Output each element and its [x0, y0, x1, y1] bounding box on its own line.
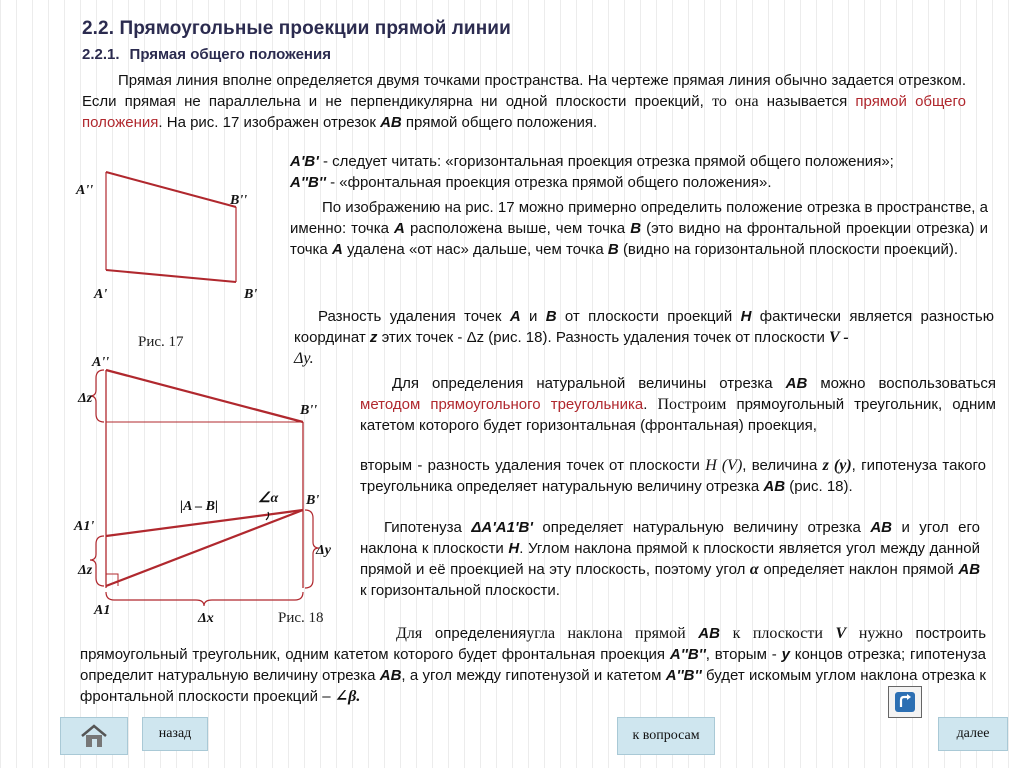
- b4-t4: гипотенуза такого треугольника определяет натуральную величину отрезка: [360, 457, 987, 495]
- b4-t2: , величина: [742, 457, 818, 474]
- return-arrow-icon: [894, 691, 916, 713]
- b6-ab: АВ: [698, 625, 720, 642]
- b3-t1: Для определения натуральной величины отрезка: [392, 375, 773, 392]
- page-title: 2.2. Прямоугольные проекции прямой линии: [82, 18, 511, 39]
- next-button[interactable]: далее: [938, 717, 1008, 751]
- b1-t5: (это видно на фронтальной проекции отрезка) и точка: [290, 220, 988, 258]
- fig18-angle-arc: [266, 512, 269, 520]
- b1-b1: В: [630, 220, 642, 237]
- b1-t7: (видно на горизонтальной плоскости проекций).: [622, 241, 959, 258]
- intro-text-3: называется: [766, 93, 848, 110]
- b6-t2: определения: [434, 625, 527, 642]
- b6-ab3: АВ: [379, 667, 402, 684]
- b6-t4: к плоскости: [732, 625, 823, 642]
- b6-ab4: А''В'': [665, 667, 702, 684]
- b6-t8: концов отрезка; гипотенуза определит натуральную величину отрезка: [80, 646, 987, 684]
- fig17-line-a1b1: [106, 270, 236, 282]
- fig17-line-a2b2: [106, 172, 236, 207]
- b1-t4: расположена выше, чем точка: [409, 220, 626, 237]
- b5-h: Н: [508, 540, 520, 557]
- subtitle-text: Прямая общего положения: [129, 46, 331, 63]
- b6-t10: будет искомым углом наклона отрезка к фронтальной плоскости проекций –: [80, 667, 986, 705]
- b6-t7: , вторым -: [705, 646, 777, 663]
- fig18-label-a1: A1: [94, 603, 111, 618]
- b5-t5: определяет наклон прямой: [763, 561, 954, 578]
- block-coordinate-difference: [294, 306, 994, 369]
- b2-h: Н: [740, 308, 752, 325]
- b5-t1: Гипотенуза: [384, 519, 462, 536]
- home-icon: [79, 723, 109, 749]
- fig17-caption: Рис. 17: [138, 334, 184, 350]
- b2-t1: Разность удаления точек: [318, 308, 502, 325]
- b3-t3: .: [643, 396, 648, 413]
- b5-ab2: АВ: [958, 561, 981, 578]
- questions-button[interactable]: к вопросам: [617, 717, 715, 755]
- b4-hv: H (V): [705, 457, 743, 474]
- b4-zy: z (y): [822, 457, 852, 474]
- b5-t2: определяет натуральную величину отрезка: [542, 519, 861, 536]
- b6-v: V: [835, 625, 847, 642]
- fig18-label-a1p: A1': [74, 519, 95, 534]
- b2-dy: Δy.: [294, 350, 314, 367]
- return-button[interactable]: [888, 686, 922, 718]
- b5-alpha: α: [749, 561, 759, 578]
- b1-b2: В: [607, 241, 619, 258]
- b6-ab2: А''В'': [669, 646, 706, 663]
- block-position-analysis: [290, 197, 988, 260]
- b2-v: V -: [829, 329, 849, 346]
- b1-a2: А: [331, 241, 343, 258]
- fig18-label-a2: A'': [92, 355, 110, 370]
- term-general-position-line[interactable]: прямой общего положения: [82, 93, 967, 131]
- b6-t3: угла наклона прямой: [526, 625, 686, 642]
- b6-t9: , а угол между гипотенузой и катетом: [401, 667, 662, 684]
- block-hypotenuse: [360, 517, 980, 601]
- fig18-caption: Рис. 18: [278, 610, 324, 626]
- intro-paragraph: [82, 70, 966, 133]
- intro-segment-ab: АВ: [380, 114, 402, 131]
- b5-t4: . Углом наклона прямой к плоскости является угол между данной прямой и её проекцией на эту плоскость, поэтому угол: [360, 540, 980, 578]
- fig18-label-ab-length: |A – B|: [180, 499, 219, 514]
- fig18-label-b2: B'': [300, 403, 318, 418]
- fig18-label-dz-top: Δz: [78, 391, 93, 406]
- fig17-label-b1: B': [244, 287, 258, 302]
- b5-t6: к горизонтальной плоскости.: [360, 582, 560, 599]
- fig18-brace-dx: [106, 592, 303, 606]
- b3-t4: Построим: [657, 396, 727, 413]
- intro-text-2: то она: [712, 93, 759, 110]
- b4-ab: АВ: [763, 478, 786, 495]
- block-second-leg: [360, 455, 986, 497]
- figure-17: [70, 160, 280, 360]
- b2-t4: фактически является разностью координат: [294, 308, 994, 346]
- b1-t3: По изображению на рис. 17 можно примерно определить положение отрезка в пространстве, а именно: точка: [290, 199, 988, 237]
- fig17-label-a2: A'': [76, 183, 94, 198]
- b3-t2: можно воспользоваться: [820, 375, 997, 392]
- b2-t5: этих точек - Δz (рис. 18). Разность удаления точек от плоскости: [381, 329, 825, 346]
- intro-text-1: Прямая линия вполне определяется двумя точками пространства. На чертеже прямая линия обычно задается отрезком. Если прямая не параллельна и не перпендикулярна ни одной плоскости проекций,: [82, 72, 966, 110]
- b3-ab: АВ: [785, 375, 808, 392]
- term-right-triangle-method[interactable]: методом прямоугольного треугольника: [360, 396, 644, 413]
- b4-t3: ,: [851, 457, 856, 474]
- back-button[interactable]: назад: [142, 717, 208, 751]
- b2-t2: и: [529, 308, 538, 325]
- b1-ab2: А''В'': [290, 174, 326, 191]
- b6-t6: построить прямоугольный треугольник, одним катетом которого будет фронтальная проекция: [80, 625, 987, 663]
- b3-t5: прямоугольный треугольник, одним катетом которого будет горизонтальная (фронтальная) проекция,: [360, 396, 996, 434]
- b1-ab1: А'В': [290, 153, 319, 170]
- home-button[interactable]: [60, 717, 128, 755]
- block-projection-reading: [290, 151, 988, 193]
- fig18-label-dz-bottom: Δz: [78, 563, 93, 578]
- fig18-line-a2b2: [106, 370, 303, 422]
- fig18-label-angle-alpha: ∠α: [258, 491, 279, 506]
- fig18-label-b1: B': [306, 493, 320, 508]
- b2-z: z: [369, 329, 378, 346]
- b6-y: у: [781, 646, 790, 663]
- fig18-brace-dz-bottom: [90, 536, 104, 586]
- b2-t3: от плоскости проекций: [564, 308, 733, 325]
- figure-18: [70, 340, 360, 640]
- subtitle-number: 2.2.1.: [82, 46, 120, 63]
- b2-a: А: [509, 308, 521, 325]
- b2-b: В: [545, 308, 557, 325]
- b1-t1: - следует читать: «горизонтальная проекция отрезка прямой общего положения»;: [318, 153, 894, 170]
- b5-t3: и угол его наклона к плоскости: [360, 519, 981, 557]
- fig17-label-a1: A': [94, 287, 108, 302]
- b1-t6: удалена «от нас» дальше, чем точка: [346, 241, 604, 258]
- b6-t5: нужно: [858, 625, 903, 642]
- intro-text-4: . На рис. 17 изображен отрезок: [158, 114, 376, 131]
- section-subtitle: [82, 46, 331, 63]
- b1-a1: А: [394, 220, 405, 237]
- b5-tri: ΔA'A1'B': [471, 519, 533, 536]
- b4-t5: (рис. 18).: [789, 478, 853, 495]
- b6-beta: ∠β.: [334, 688, 361, 705]
- b5-ab: АВ: [870, 519, 892, 536]
- fig17-label-b2: B'': [230, 193, 248, 208]
- fig18-label-dx: Δx: [198, 611, 214, 626]
- intro-text-5: прямой общего положения.: [405, 114, 598, 131]
- block-triangle-method: [360, 373, 996, 436]
- b6-t1: Для: [396, 625, 423, 642]
- b4-t1: вторым - разность удаления точек от плоскости: [360, 457, 700, 474]
- fig18-label-dy: Δy: [316, 543, 331, 558]
- b1-t2: - «фронтальная проекция отрезка прямой общего положения».: [325, 174, 772, 191]
- fig18-line-hypotenuse: [106, 510, 303, 586]
